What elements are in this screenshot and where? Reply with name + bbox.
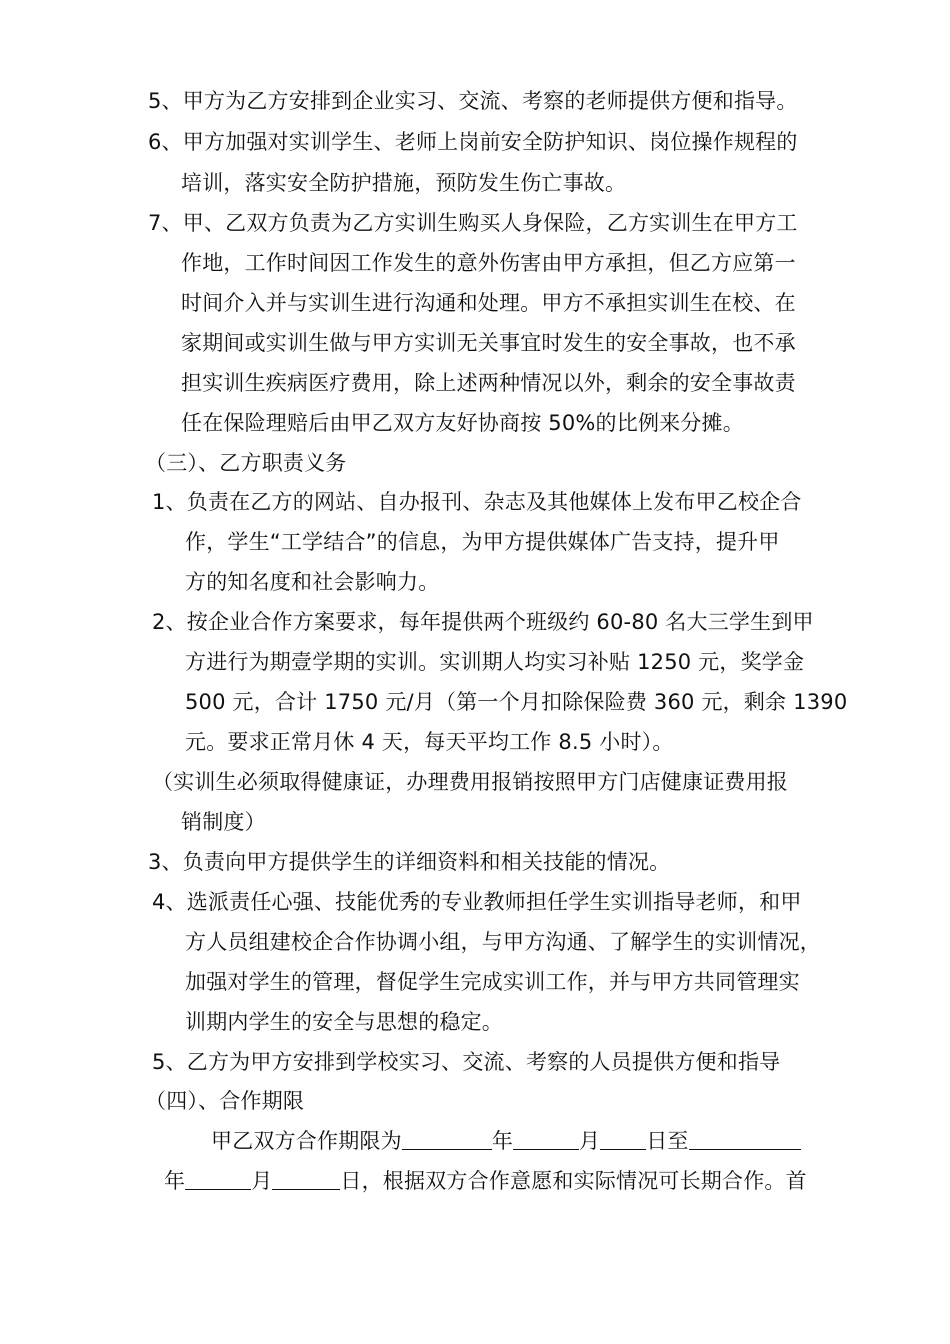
start-month-field[interactable] (513, 1127, 579, 1150)
text-line: 加强对学生的管理，督促学生完成实训工作，并与甲方共同管理实 (185, 970, 800, 994)
year-label: 年 (491, 1129, 514, 1153)
text-line: 3、负责向甲方提供学生的详细资料和相关技能的情况。 (148, 850, 671, 874)
text-line: 担实训生疾病医疗费用，除上述两种情况以外，剩余的安全事故责 (181, 371, 796, 395)
text-line: 作地，工作时间因工作发生的意外伤害由甲方承担，但乙方应第一 (181, 251, 796, 275)
section-heading: （三）、乙方职责义务 (145, 451, 347, 475)
start-day-field[interactable] (600, 1127, 646, 1150)
text-line: 家期间或实训生做与甲方实训无关事宜时发生的安全事故，也不承 (181, 331, 796, 355)
text-line: 方人员组建校企合作协调小组，与甲方沟通、了解学生的实训情况， (185, 930, 821, 954)
term-suffix: 日，根据双方合作意愿和实际情况可长期合作。首 (340, 1169, 807, 1193)
term-line-1 (211, 1127, 801, 1155)
text-line: 元。要求正常月休 4 天，每天平均工作 8.5 小时）。 (185, 730, 674, 754)
text-line: 5、甲方为乙方安排到企业实习、交流、考察的老师提供方便和指导。 (148, 89, 798, 113)
text-line: 方进行为期壹学期的实训。实训期人均实习补贴 1250 元，奖学金 (185, 650, 805, 674)
text-line: 4、选派责任心强、技能优秀的专业教师担任学生实训指导老师，和甲 (152, 890, 802, 914)
end-year-field[interactable] (689, 1127, 801, 1150)
year-label: 年 (164, 1169, 186, 1193)
month-label: 月 (579, 1129, 601, 1153)
day-to-label: 日至 (646, 1129, 689, 1153)
text-line: 时间介入并与实训生进行沟通和处理。甲方不承担实训生在校、在 (181, 291, 796, 315)
section-heading: （四）、合作期限 (145, 1089, 305, 1113)
text-line: 2、按企业合作方案要求，每年提供两个班级约 60-80 名大三学生到甲 (152, 610, 814, 634)
text-line: 销制度） (181, 810, 266, 834)
term-line-2 (164, 1167, 807, 1195)
month-label: 月 (251, 1169, 273, 1193)
text-line: 作，学生“工学结合”的信息，为甲方提供媒体广告支持，提升甲 (185, 530, 780, 554)
text-line: 7、甲、乙双方负责为乙方实训生购买人身保险，乙方实训生在甲方工 (148, 211, 798, 235)
text-line: 5、乙方为甲方安排到学校实习、交流、考察的人员提供方便和指导 (152, 1050, 781, 1074)
text-line: 任在保险理赔后由甲乙双方友好协商按 50%的比例来分摊。 (181, 411, 744, 435)
text-line: 500 元，合计 1750 元/月（第一个月扣除保险费 360 元，剩余 1390 (185, 690, 848, 714)
end-day-field[interactable] (272, 1167, 340, 1190)
text-line: 6、甲方加强对实训学生、老师上岗前安全防护知识、岗位操作规程的 (148, 130, 798, 154)
text-line: （实训生必须取得健康证，办理费用报销按照甲方门店健康证费用报 (152, 770, 788, 794)
end-month-field[interactable] (185, 1167, 251, 1190)
term-prefix: 甲乙双方合作期限为 (211, 1129, 402, 1153)
text-line: 训期内学生的安全与思想的稳定。 (185, 1010, 503, 1034)
start-year-field[interactable] (402, 1127, 492, 1150)
text-line: 1、负责在乙方的网站、自办报刊、杂志及其他媒体上发布甲乙校企合 (152, 490, 802, 514)
text-line: 方的知名度和社会影响力。 (185, 570, 440, 594)
text-line: 培训，落实安全防护措施，预防发生伤亡事故。 (181, 171, 627, 195)
